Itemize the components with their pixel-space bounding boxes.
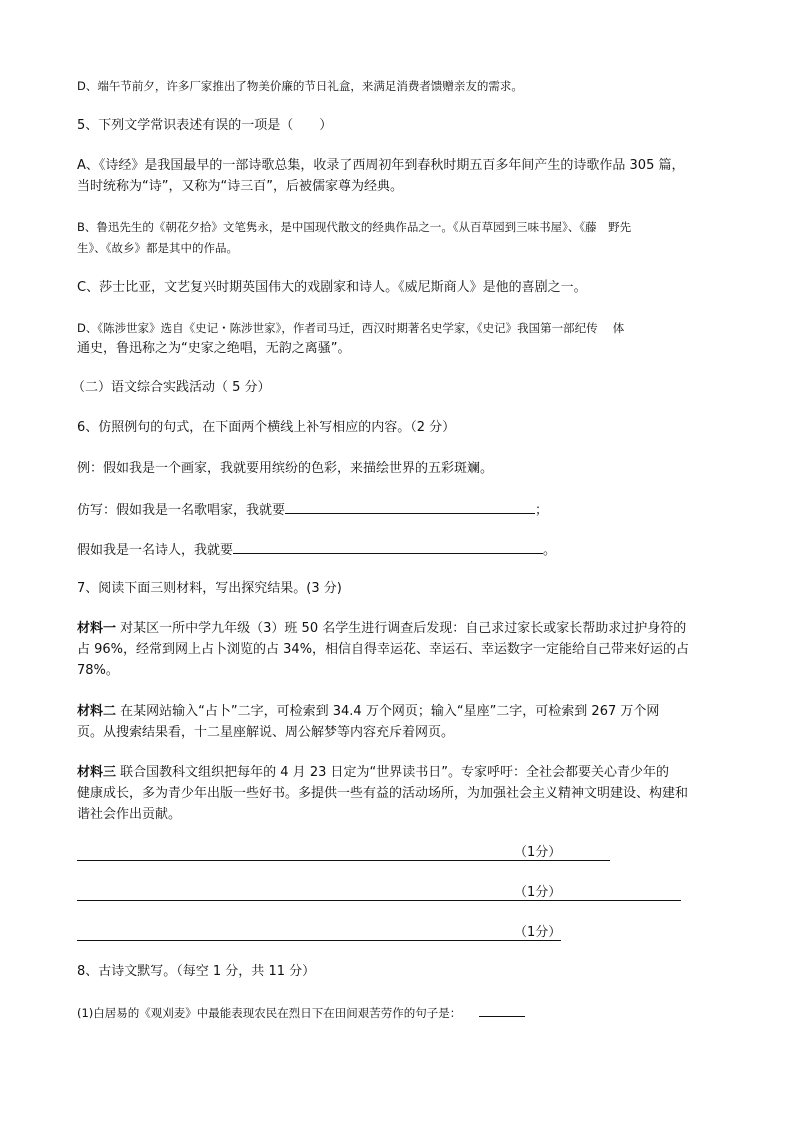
q5-option-b-line2: 生》、《故乡》都是其中的作品。 bbox=[77, 241, 238, 255]
q6-imitate2-prompt: 假如我是一名诗人，我就要 bbox=[77, 543, 234, 558]
question-6: 6、仿照例句的句式，在下面两个横线上补写相应的内容。（2 分） bbox=[77, 420, 456, 435]
question-5: 5、下列文学常识表述有误的一项是（ ） bbox=[77, 118, 333, 133]
material-3-text: 联合国教科文组织把每年的 4 月 23 日定为“世界读书日”。专家呼吁：全社会都要关心青少年的 bbox=[116, 765, 669, 780]
q5-option-b-line1: B、鲁迅先生的《朝花夕拾》文笔隽永，是中国现代散文的经典作品之一。《从百草园到三味书屋》、《藤 野先 bbox=[77, 220, 632, 234]
q7-score-1: （1分） bbox=[514, 845, 562, 860]
q6-answer-blank-2[interactable] bbox=[233, 539, 543, 554]
q4-option-d: D、端午节前夕，许多厂家推出了物美价廉的节日礼盒，来满足消费者馈赠亲友的需求。 bbox=[77, 79, 523, 93]
material-3-line1 bbox=[77, 763, 669, 783]
q5-option-a-line2: 当时统称为“诗”，又称为“诗三百”，后被儒家尊为经典。 bbox=[77, 179, 403, 194]
q8-item-1 bbox=[77, 1002, 525, 1023]
question-8: 8、古诗文默写。（每空 1 分，共 11 分） bbox=[77, 964, 316, 979]
material-2-text: 在某网站输入“占卜”二字，可检索到 34.4 万个网页；输入“星座”二字，可检索到 267 万个网 bbox=[116, 704, 660, 719]
q6-imitate1-end: ； bbox=[535, 503, 549, 518]
question-7: 7、阅读下面三则材料，写出探究结果。(3 分) bbox=[77, 581, 342, 596]
q7-answer-line-3[interactable] bbox=[77, 920, 561, 941]
material-2-line2: 页。从搜索结果看，十二星座解说、周公解梦等内容充斥着网页。 bbox=[77, 725, 455, 740]
q6-example: 例：假如我是一个画家，我就要用缤纷的色彩，来描绘世界的五彩斑斓。 bbox=[77, 461, 494, 476]
q6-imitate-line2 bbox=[77, 539, 556, 561]
q8-answer-blank-1[interactable] bbox=[479, 1002, 525, 1017]
q6-imitate-line1 bbox=[77, 499, 548, 521]
q5-option-d-line2: 通史，鲁迅称之为“史家之绝唱，无韵之离骚”。 bbox=[77, 341, 351, 356]
q6-imitate1-prompt: 仿写：假如我是一名歌唱家，我就要 bbox=[77, 503, 286, 518]
material-1-label: 材料一 bbox=[77, 621, 117, 636]
material-1-line3: 78%。 bbox=[77, 663, 119, 678]
q5-option-d-line1: D、《陈涉世家》选自《史记・陈涉世家》，作者司马迁，西汉时期著名史学家，《史记》我国第一部纪传 体 bbox=[77, 321, 625, 335]
material-1-line1 bbox=[77, 619, 686, 639]
q5-option-a-line1: A、《诗经》是我国最早的一部诗歌总集，收录了西周初年到春秋时期五百多年间产生的诗歌作品 305 篇， bbox=[77, 158, 685, 173]
q7-score-3: （1分） bbox=[514, 925, 562, 940]
section-heading-2: （二）语文综合实践活动（ 5 分） bbox=[72, 380, 271, 395]
q6-answer-blank-1[interactable] bbox=[285, 499, 535, 514]
material-3-line2: 健康成长，多为青少年出版一些好书。多提供一些有益的活动场所，为加强社会主义精神文明建设、构建和 bbox=[77, 786, 689, 801]
material-1-line2: 占 96%，经常到网上占卜浏览的占 34%，相信自得幸运花、幸运石、幸运数字一定能给自己带来好运的占 bbox=[77, 642, 690, 657]
q7-score-2: （1分） bbox=[514, 885, 562, 900]
material-2-label: 材料二 bbox=[77, 704, 117, 719]
q8-item-1-prompt: (1)白居易的《观刈麦》中最能表现农民在烈日下在田间艰苦劳作的句子是： bbox=[77, 1006, 462, 1020]
material-3-line3: 谐社会作出贡献。 bbox=[77, 807, 182, 822]
q7-answer-line-2[interactable] bbox=[77, 880, 681, 901]
q6-imitate2-end: 。 bbox=[543, 543, 557, 558]
material-3-label: 材料三 bbox=[77, 765, 117, 780]
q5-option-c: C、莎士比亚，文艺复兴时期英国伟大的戏剧家和诗人。《威尼斯商人》是他的喜剧之一。 bbox=[77, 280, 587, 295]
material-2-line1 bbox=[77, 702, 659, 722]
material-1-text: 对某区一所中学九年级（3）班 50 名学生进行调查后发现：自己求过家长或家长帮助求过护身符的 bbox=[116, 621, 687, 636]
